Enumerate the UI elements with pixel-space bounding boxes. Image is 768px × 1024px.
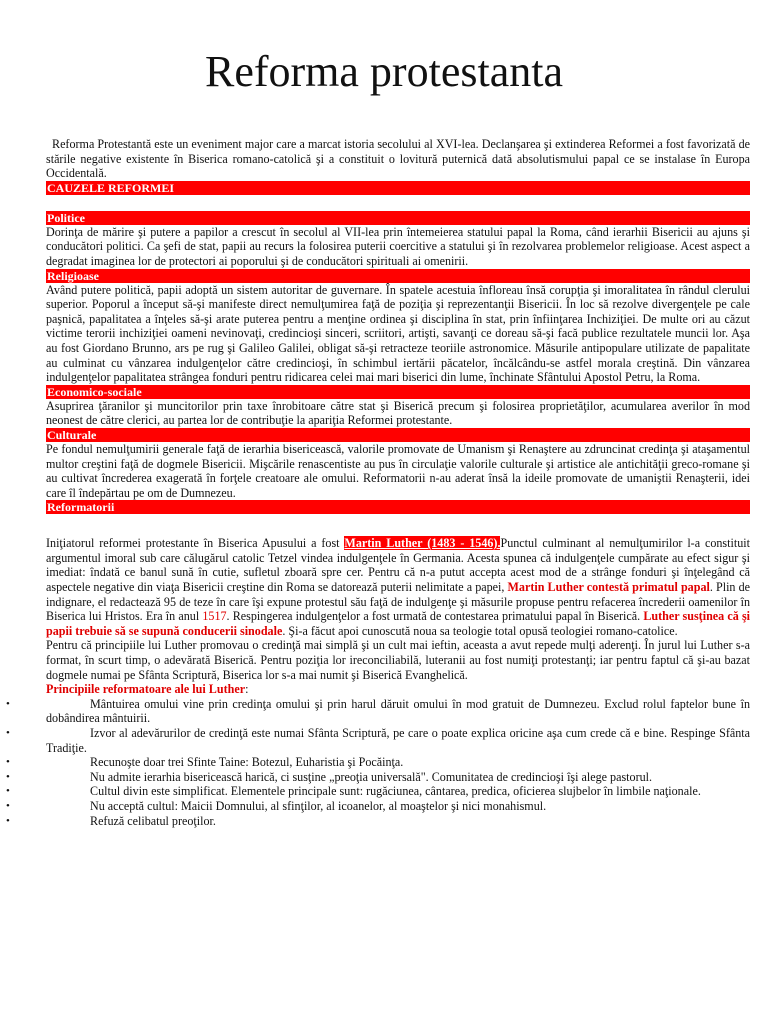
text-run: Iniţiatorul reformei protestante în Biserica Apusului a fost [46, 536, 345, 551]
bullet-icon: • [6, 697, 10, 710]
list-item-text: Mântuirea omului vine prin credinţa omului şi prin harul dăruit omului în mod gratuit de Dumnezeu. Exclud rolul faptelor bune în dobândirea mântuirii. [46, 696, 750, 726]
principii-heading-colon: : [245, 682, 249, 697]
economico-paragraph: Asuprirea ţăranilor şi muncitorilor prin taxe înrobitoare către stat şi Biserică precum şi folosirea proprietăţilor, acumularea averilor în mod neonest de către clerici, au partea lor de contribuţie la apariţia Reformei protestante. [46, 398, 750, 428]
intro-paragraph: Reforma Protestantă este un eveniment major care a marcat istoria secolului al XVI-lea. Declanşarea şi extinderea Reformei a fost favorizată de stările negative existente în Biserica romano-catolică şi a constituit o lovitură puternică dată absolutismului papal ce se instalase în Europa Occidentală. [46, 137, 750, 181]
heading-religioase: Religioase [46, 269, 750, 283]
list-item-text: Refuză celibatul preoţilor. [90, 813, 216, 828]
list-item [6, 769, 750, 785]
list-item [6, 813, 750, 829]
list-item-text: Nu admite ierarhia bisericească harică, ci susţine „preoţia universală". Comunitatea de credincioşi îşi alege pastorul. [90, 769, 653, 784]
list-item [6, 696, 750, 726]
reformatorii-paragraph-2: Pentru că principiile lui Luther promovau o credinţă mai simplă şi un cult mai ieftin, aceasta a avut repede mulţi aderenţi. În jurul lui Luther s-a format, în scurt timp, o adevărată Biserică. Pentru poziţia lor ireconciliabilă, luteranii au fost numiţi protestanţi; iar pentru faptul că şi-au bazat dogmele numai pe Sfânta Scriptură, Biserica lor s-a mai numit şi Biserică Evanghelică. [46, 638, 750, 682]
document-body [6, 137, 751, 828]
heading-reformatorii: Reformatorii [46, 500, 750, 514]
list-item [6, 726, 750, 755]
highlight-sinod: Luther susţinea că şi papii trebuie să se supună conducerii sinodale [46, 609, 751, 638]
list-item-text: Recunoşte doar trei Sfinte Taine: Botezul, Euharistia şi Pocăinţa. [90, 755, 404, 770]
list-item [6, 755, 750, 770]
list-item [6, 784, 750, 799]
principii-heading [46, 682, 750, 697]
list-item-text: Cultul divin este simplificat. Elementele principale sunt: rugăciunea, cântarea, predica, oficierea slujbelor în limbile naţionale. [90, 784, 701, 799]
list-item [6, 798, 750, 814]
bullet-icon: • [6, 799, 10, 812]
principii-list [6, 696, 750, 828]
text-run: . Plin de indignare, el redactează 95 de teze în care îşi expune protestul său faţă de indulgenţe şi măsurile propuse pentru refacerea încrederii oamenilor în Biserica lui Hristos. Era în anul [46, 580, 750, 624]
reformatorii-paragraph-1 [46, 536, 750, 638]
text-run: Punctul culminant al nemulţumirilor l-a constituit argumentul imoral sub care călugărul catolic Tetzel vindea indulgenţele în Germania. Acesta spunea că indulgenţele cumpărate au efect sigur şi imediat: îndată ce banul sună în cutie, sufletul zboară spre cer. Pentru că n-a putut accepta acest mod de a strânge fonduri şi înţelegând că aspectele negative din viaţa Bisericii creştine din Roma se datorează puterii nelimitate a papei, [46, 536, 750, 595]
list-item-text: Izvor al adevărurilor de credinţă este numai Sfânta Scriptură, pe care o poate explica oricine aşa cum crede că e bine. Respinge Sfânta Tradiţie. [46, 726, 750, 755]
bullet-icon: • [6, 814, 10, 827]
bullet-icon: • [6, 727, 10, 739]
heading-economico-sociale: Economico-sociale [46, 385, 750, 399]
spacer [46, 514, 750, 536]
list-item-text: Nu acceptă cultul: Maicii Domnului, al sfinţilor, al icoanelor, al moaştelor şi nici monahismul. [90, 798, 547, 813]
page-title: Reforma protestanta [205, 47, 563, 96]
religioase-paragraph: Având putere politică, papii adoptă un sistem autoritar de guvernare. În spatele acestuia înfloreau însă corupţia şi imoralitatea în rândul clerului superior. Poporul a început să-şi manifeste direct nemulţumirea faţă de poziţia şi reprezentanţii Bisericii. În loc să rezolve divergenţele pe cale paşnică, papalitatea a înţeles să-şi arate puterea pentru a menţine ordinea şi disciplina în stat, prin înfiinţarea Inchiziţiei. De multe ori au căzut victime terorii inchiziţiei oameni nevinovaţi, credincioşi sinceri, scriitori, artişti, savanţi ce doreau să-şi facă publice rezultatele muncii lor. Aşa au fost Giordano Brunno, ars pe rug şi Galileo Galilei, obligat să-şi retracteze teoriile astronomice. Măsurile antipopulare utilizate de papalitate au culminat cu vânzarea indulgenţelor către credincioşi, în schimbul iertării păcatelor, încălcându-se astfel morala creştină. Din vânzarea indulgenţelor papalitatea strângea fonduri pentru ridicarea celei mai mari biserici din lume, închinate Sfântului Apostol Petru, la Roma. [46, 282, 750, 385]
bullet-icon: • [6, 785, 10, 798]
text-run: . Şi-a făcut apoi cunoscută noua sa teologie total opusă teologiei romano-catolice. [282, 623, 678, 638]
principii-heading-label: Principiile reformatoare ale lui Luther [46, 682, 246, 697]
text-run: . Respingerea indulgenţelor a fost urmată de contestarea primatului papal în Biserică. [226, 609, 644, 624]
heading-politice: Politice [46, 211, 750, 225]
bullet-icon: • [6, 756, 10, 769]
politice-paragraph: Dorinţa de mărire şi putere a papilor a crescut în secolul al VII-lea prin întemeierea statului papal la Roma, când ierarhii Bisericii au ajuns şi conducători politici. Ca şefi de stat, papii au recurs la folosirea puterii coercitive a statului şi în rezolvarea problemelor religioase. Acest aspect a degradat imaginea lor de protectori ai poporului şi de conducători spirituali ai omenirii. [46, 224, 750, 268]
bullet-icon: • [6, 770, 10, 783]
highlight-year: 1517 [202, 609, 227, 624]
highlight-primat-papal: Martin Luther contestă primatul papal [507, 580, 710, 595]
culturale-paragraph: Pe fondul nemulţumirii generale faţă de ierarhia bisericească, valorile promovate de Umanism şi Renaştere au zdruncinat credinţa şi ataşamentul multor creştini faţă de dogmele Bisericii. Mişcările renascentiste au pus în circulaţie valorile culturale şi artistice ale antichităţii greco-romane şi au cultivat încrederea exagerată în forţele creatoare ale omului. Reformatorii n-au aderat însă la ideile promovate de umaniştii Renaşterii, idei care îl îndepărtau pe om de Dumnezeu. [46, 441, 750, 500]
spacer [46, 195, 750, 211]
heading-culturale: Culturale [46, 428, 750, 442]
heading-cauzele-reformei: CAUZELE REFORMEI [46, 181, 750, 195]
luther-link[interactable]: Martin Luther (1483 - 1546). [344, 536, 501, 551]
